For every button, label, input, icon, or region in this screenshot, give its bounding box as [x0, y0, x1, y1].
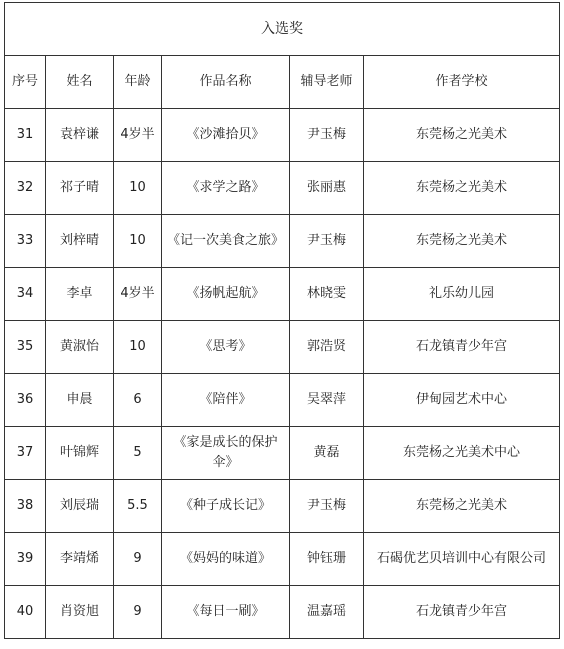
header-cell-school: 作者学校 [364, 56, 560, 109]
cell-index: 31 [5, 109, 46, 162]
cell-name: 李靖烯 [46, 533, 114, 586]
table-row [5, 215, 560, 268]
table-title: 入选奖 [5, 3, 560, 56]
cell-index: 38 [5, 480, 46, 533]
header-row [5, 56, 560, 109]
cell-work: 《妈妈的味道》 [162, 533, 290, 586]
cell-name: 祁子晴 [46, 162, 114, 215]
cell-school: 东莞杨之光美术中心 [364, 427, 560, 480]
cell-name: 肖资旭 [46, 586, 114, 639]
cell-name: 袁梓谦 [46, 109, 114, 162]
cell-school: 石龙镇青少年宫 [364, 321, 560, 374]
cell-name: 李卓 [46, 268, 114, 321]
title-row [5, 3, 560, 56]
cell-tutor: 郭浩贤 [290, 321, 364, 374]
cell-tutor: 尹玉梅 [290, 215, 364, 268]
cell-age: 9 [114, 586, 162, 639]
table-body [5, 3, 560, 639]
cell-age: 10 [114, 215, 162, 268]
cell-name: 申晨 [46, 374, 114, 427]
header-cell-name: 姓名 [46, 56, 114, 109]
cell-school: 石碣优艺贝培训中心有限公司 [364, 533, 560, 586]
cell-work: 《陪伴》 [162, 374, 290, 427]
header-cell-work: 作品名称 [162, 56, 290, 109]
table-row [5, 162, 560, 215]
table-row [5, 321, 560, 374]
cell-school: 东莞杨之光美术 [364, 109, 560, 162]
award-table [4, 2, 560, 639]
cell-age: 5 [114, 427, 162, 480]
cell-school: 礼乐幼儿园 [364, 268, 560, 321]
header-cell-index: 序号 [5, 56, 46, 109]
cell-age: 10 [114, 321, 162, 374]
cell-work: 《每日一刷》 [162, 586, 290, 639]
cell-age: 5.5 [114, 480, 162, 533]
cell-tutor: 尹玉梅 [290, 480, 364, 533]
cell-tutor: 林晓雯 [290, 268, 364, 321]
cell-tutor: 钟钰珊 [290, 533, 364, 586]
cell-index: 32 [5, 162, 46, 215]
table-row [5, 109, 560, 162]
table-row [5, 586, 560, 639]
cell-age: 4岁半 [114, 268, 162, 321]
cell-school: 东莞杨之光美术 [364, 162, 560, 215]
cell-work: 《求学之路》 [162, 162, 290, 215]
cell-tutor: 黄磊 [290, 427, 364, 480]
cell-age: 4岁半 [114, 109, 162, 162]
cell-name: 叶锦辉 [46, 427, 114, 480]
cell-age: 6 [114, 374, 162, 427]
cell-work: 《记一次美食之旅》 [162, 215, 290, 268]
cell-work: 《种子成长记》 [162, 480, 290, 533]
table-row [5, 427, 560, 480]
cell-index: 39 [5, 533, 46, 586]
cell-name: 黄淑怡 [46, 321, 114, 374]
cell-index: 34 [5, 268, 46, 321]
cell-name: 刘梓晴 [46, 215, 114, 268]
cell-index: 33 [5, 215, 46, 268]
cell-age: 10 [114, 162, 162, 215]
cell-work: 《沙滩拾贝》 [162, 109, 290, 162]
cell-work: 《家是成长的保护伞》 [162, 427, 290, 480]
cell-school: 东莞杨之光美术 [364, 215, 560, 268]
cell-tutor: 张丽惠 [290, 162, 364, 215]
cell-school: 石龙镇青少年宫 [364, 586, 560, 639]
table-row [5, 480, 560, 533]
table-row [5, 374, 560, 427]
cell-name: 刘辰瑞 [46, 480, 114, 533]
cell-tutor: 温嘉瑶 [290, 586, 364, 639]
header-cell-tutor: 辅导老师 [290, 56, 364, 109]
cell-work: 《扬帆起航》 [162, 268, 290, 321]
cell-index: 40 [5, 586, 46, 639]
cell-school: 伊甸园艺术中心 [364, 374, 560, 427]
table-row [5, 533, 560, 586]
cell-index: 37 [5, 427, 46, 480]
cell-index: 36 [5, 374, 46, 427]
header-cell-age: 年龄 [114, 56, 162, 109]
cell-index: 35 [5, 321, 46, 374]
cell-school: 东莞杨之光美术 [364, 480, 560, 533]
cell-tutor: 吴翠萍 [290, 374, 364, 427]
cell-work: 《思考》 [162, 321, 290, 374]
cell-age: 9 [114, 533, 162, 586]
cell-tutor: 尹玉梅 [290, 109, 364, 162]
table-row [5, 268, 560, 321]
